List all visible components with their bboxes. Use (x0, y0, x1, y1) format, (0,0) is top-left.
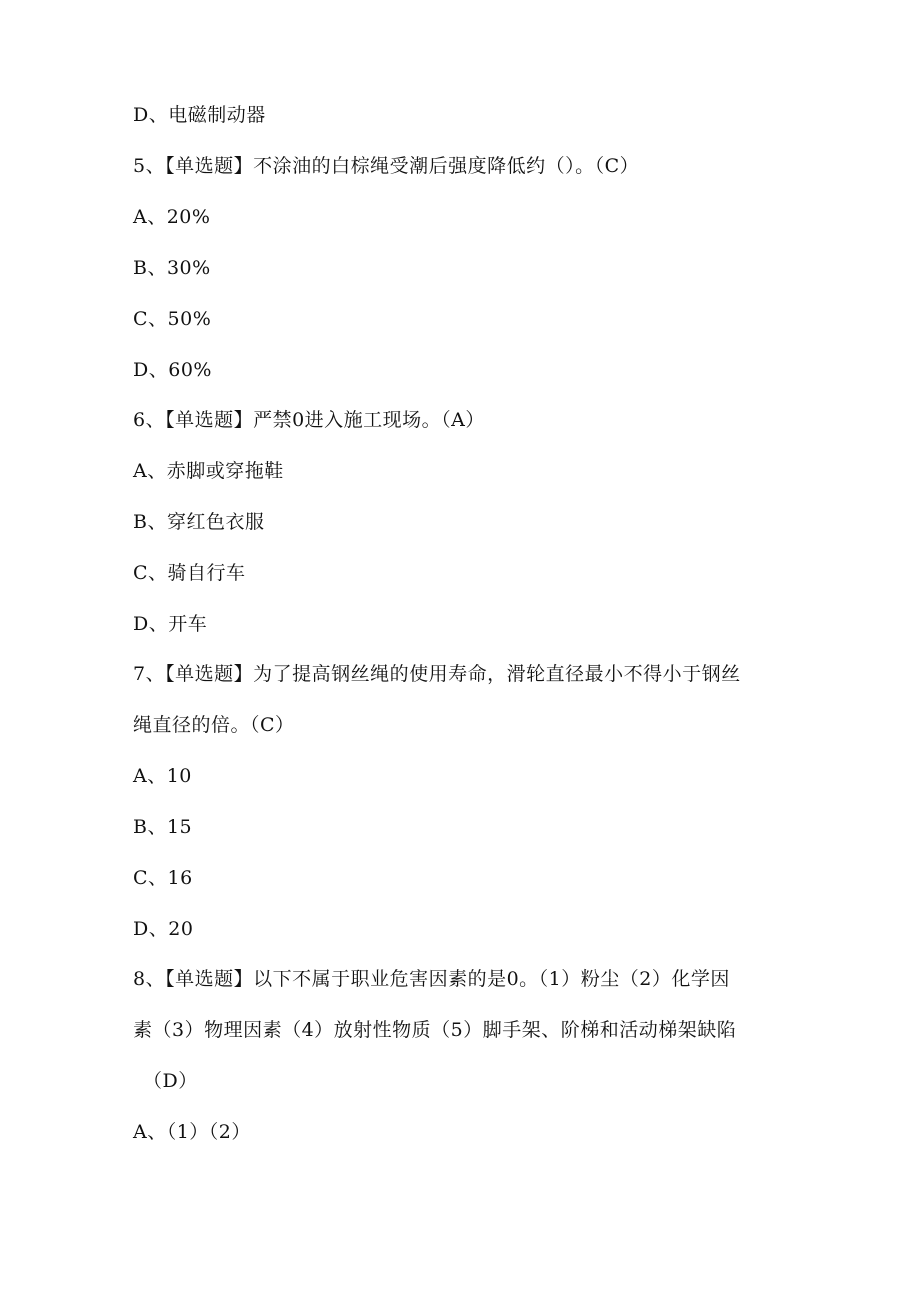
question-line-continued: 绳直径的倍。（C） (133, 714, 295, 736)
option-line: D、60% (133, 359, 212, 381)
question-line: 5、【单选题】不涂油的白棕绳受潮后强度降低约（）。（C） (133, 155, 640, 177)
option-line: C、50% (133, 308, 212, 330)
option-line: B、30% (133, 257, 211, 279)
option-line: D、开车 (133, 613, 208, 635)
option-line: D、20 (133, 918, 194, 940)
question-line: 8、【单选题】以下不属于职业危害因素的是0。（1）粉尘（2）化学因 (133, 968, 730, 990)
answer-line: （D） (143, 1070, 198, 1092)
option-line: A、（1）（2） (133, 1121, 251, 1143)
option-line: A、赤脚或穿拖鞋 (133, 460, 284, 482)
option-line: A、10 (133, 765, 192, 787)
question-line: 7、【单选题】为了提高钢丝绳的使用寿命，滑轮直径最小不得小于钢丝 (133, 663, 741, 685)
option-line: D、电磁制动器 (133, 104, 266, 126)
question-line: 6、【单选题】严禁0进入施工现场。（A） (133, 409, 485, 431)
option-line: A、20% (133, 206, 211, 228)
option-line: B、15 (133, 816, 193, 838)
option-line: C、骑自行车 (133, 562, 246, 584)
question-line-continued: 素（3）物理因素（4）放射性物质（5）脚手架、阶梯和活动梯架缺陷 (133, 1019, 737, 1041)
option-line: B、穿红色衣服 (133, 511, 265, 533)
option-line: C、16 (133, 867, 193, 889)
